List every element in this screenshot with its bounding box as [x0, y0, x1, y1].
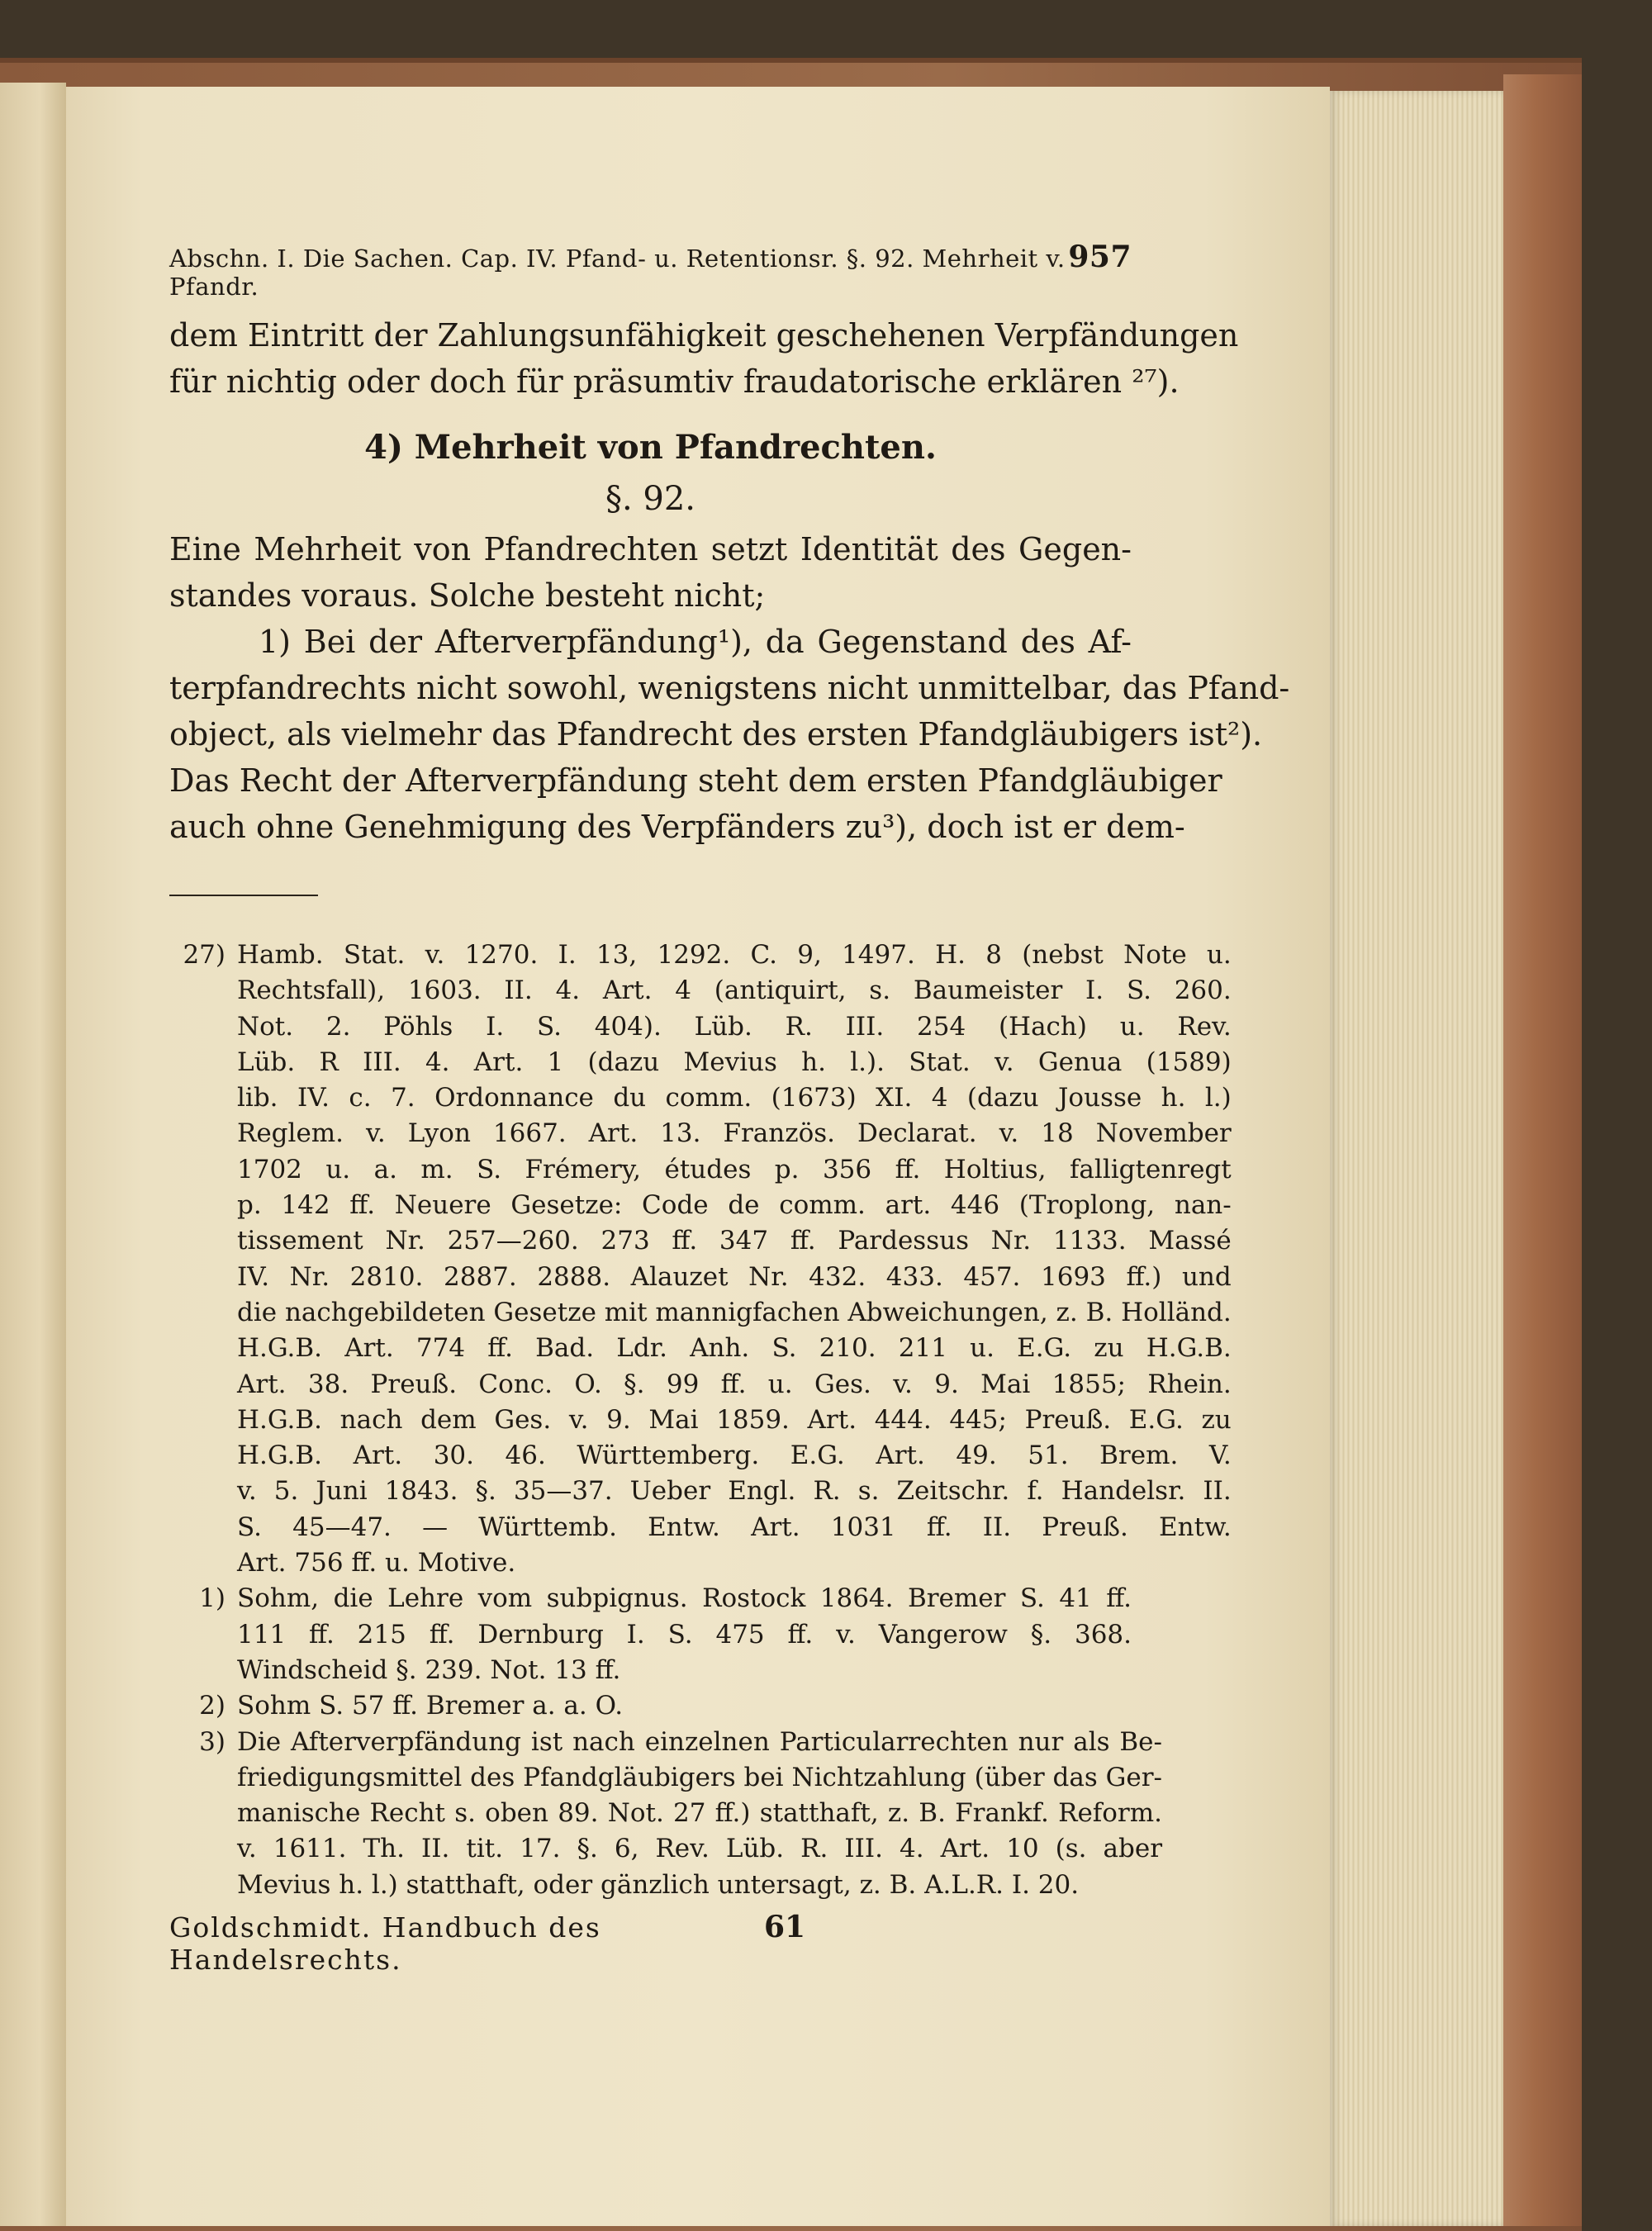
footnote-line: tissement Nr. 257—260. 273 ff. 347 ff. Pardessus Nr. 1133. Massé [237, 1226, 1232, 1256]
footnote [169, 1581, 1132, 1688]
body-line: standes voraus. Solche besteht nicht; [169, 577, 766, 614]
footnote-line: die nachgebildeten Gesetze mit mannigfachen Abweichungen, z. B. Holländ. [237, 1297, 1232, 1327]
running-header [169, 240, 1132, 301]
body-line: Das Recht der Afterverpfändung steht dem ersten Pfandgläubiger [169, 762, 1222, 799]
footnote-line: Die Afterverpfändung ist nach einzelnen Particularrechten nur als Be- [237, 1726, 1163, 1757]
footnote-text [237, 1688, 1132, 1724]
footnote-line: H.G.B. Art. 774 ff. Bad. Ldr. Anh. S. 210. 211 u. E.G. zu H.G.B. [237, 1333, 1232, 1364]
paragraph-title: §. 92. [605, 480, 696, 518]
footnote-line: manische Recht s. oben 89. Not. 27 ff.) statthaft, z. B. Frankf. Reform. [237, 1798, 1163, 1829]
footnote-line: 1702 u. a. m. S. Frémery, études p. 356 ff. Holtius, falligtenregt [237, 1154, 1232, 1184]
footnote-line: Windscheid §. 239. Not. 13 ff. [237, 1654, 621, 1685]
body-line: 1) Bei der Afterverpfändung¹), da Gegenstand des Af- [259, 624, 1132, 660]
footnote-line: Art. 38. Preuß. Conc. O. §. 99 ff. u. Ges. v. 9. Mai 1855; Rhein. [237, 1369, 1232, 1399]
footnote-line: Lüb. R III. 4. Art. 1 (dazu Mevius h. l.). Stat. v. Genua (1589) [237, 1047, 1232, 1077]
footnotes [169, 937, 1232, 1903]
footnote-number: 27) [183, 940, 225, 970]
page-stack-edges [1330, 91, 1503, 2226]
footnote [169, 1688, 1132, 1724]
body-line: für nichtig oder doch für präsumtiv fraudatorische erklären ²⁷). [169, 363, 1180, 400]
footnote-line: IV. Nr. 2810. 2887. 2888. Alauzet Nr. 432. 433. 457. 1693 ff.) und [237, 1261, 1232, 1292]
footnote [169, 1725, 1163, 1903]
page-number: 957 [1068, 240, 1132, 274]
footnote-line: H.G.B. Art. 30. 46. Württemberg. E.G. Art. 49. 51. Brem. V. [237, 1441, 1232, 1471]
body-line: Eine Mehrheit von Pfandrechten setzt Identität des Gegen- [169, 531, 1132, 567]
footnote-line: Not. 2. Pöhls I. S. 404). Lüb. R. III. 254 (Hach) u. Rev. [237, 1011, 1232, 1042]
body-line: dem Eintritt der Zahlungsunfähigkeit geschehenen Verpfändungen [169, 317, 1239, 354]
sheet-number: 61 [764, 1910, 806, 1945]
footnote-line: p. 142 ff. Neuere Gesetze: Code de comm. art. 446 (Troplong, nan- [237, 1190, 1232, 1221]
section-title: 4) Mehrheit von Pfandrechten. [364, 428, 937, 467]
footnote-line: H.G.B. nach dem Ges. v. 9. Mai 1859. Art. 444. 445; Preuß. E.G. zu [237, 1404, 1232, 1435]
footnote-line: Art. 756 ff. u. Motive. [237, 1548, 516, 1578]
footnote-number: 3) [199, 1726, 225, 1757]
body-line: auch ohne Genehmigung des Verpfänders zu³), doch ist er dem- [169, 809, 1185, 845]
footnote-line: S. 45—47. — Württemb. Entw. Art. 1031 ff. II. Preuß. Entw. [237, 1512, 1232, 1542]
footnote-line: Sohm, die Lehre vom subpignus. Rostock 1864. Bremer S. 41 ff. [237, 1583, 1132, 1614]
footnote-text [237, 1581, 1132, 1688]
book-cover-edge [1503, 74, 1582, 2226]
footnote-text [237, 937, 1232, 1581]
facing-page-edge [0, 83, 66, 2226]
page-footer [169, 1910, 1132, 1976]
footnote-line: Reglem. v. Lyon 1667. Art. 13. Französ. Declarat. v. 18 November [237, 1118, 1232, 1149]
footnote-line: v. 1611. Th. II. tit. 17. §. 6, Rev. Lüb. R. III. 4. Art. 10 (s. aber [237, 1834, 1163, 1864]
footnote-number: 1) [199, 1583, 225, 1614]
body-line: terpfandrechts nicht sowohl, wenigstens nicht unmittelbar, das Pfand- [169, 670, 1290, 706]
footnote-line: v. 5. Juni 1843. §. 35—37. Ueber Engl. R. s. Zeitschr. f. Handelsr. II. [237, 1476, 1232, 1507]
signature-line: Goldschmidt. Handbuch des Handelsrechts. [169, 1911, 601, 1977]
footnote-line: 111 ff. 215 ff. Dernburg I. S. 475 ff. v. Vangerow §. 368. [237, 1619, 1132, 1650]
footnote-line: Hamb. Stat. v. 1270. I. 13, 1292. C. 9, 1497. H. 8 (nebst Note u. [237, 940, 1232, 970]
footnote-line: Rechtsfall), 1603. II. 4. Art. 4 (antiquirt, s. Baumeister I. S. 260. [237, 975, 1232, 1006]
footnote-text [237, 1725, 1162, 1903]
footnote [169, 937, 1232, 1581]
footnote-rule [169, 895, 318, 896]
footnote-number: 2) [199, 1691, 225, 1721]
footnote-line: Sohm S. 57 ff. Bremer a. a. O. [237, 1691, 624, 1721]
footnote-line: Mevius h. l.) statthaft, oder gänzlich untersagt, z. B. A.L.R. I. 20. [237, 1869, 1080, 1900]
page-text [169, 240, 1290, 1977]
body-line: object, als vielmehr das Pfandrecht des ersten Pfandgläubigers ist²). [169, 716, 1263, 752]
running-head: Abschn. I. Die Sachen. Cap. IV. Pfand- u. Retentionsr. §. 92. Mehrheit v. Pfandr. [169, 244, 1066, 301]
footnote-line: lib. IV. c. 7. Ordonnance du comm. (1673) XI. 4 (dazu Jousse h. l.) [237, 1083, 1232, 1113]
footnote-line: friedigungsmittel des Pfandgläubigers bei Nichtzahlung (über das Ger- [237, 1762, 1163, 1792]
